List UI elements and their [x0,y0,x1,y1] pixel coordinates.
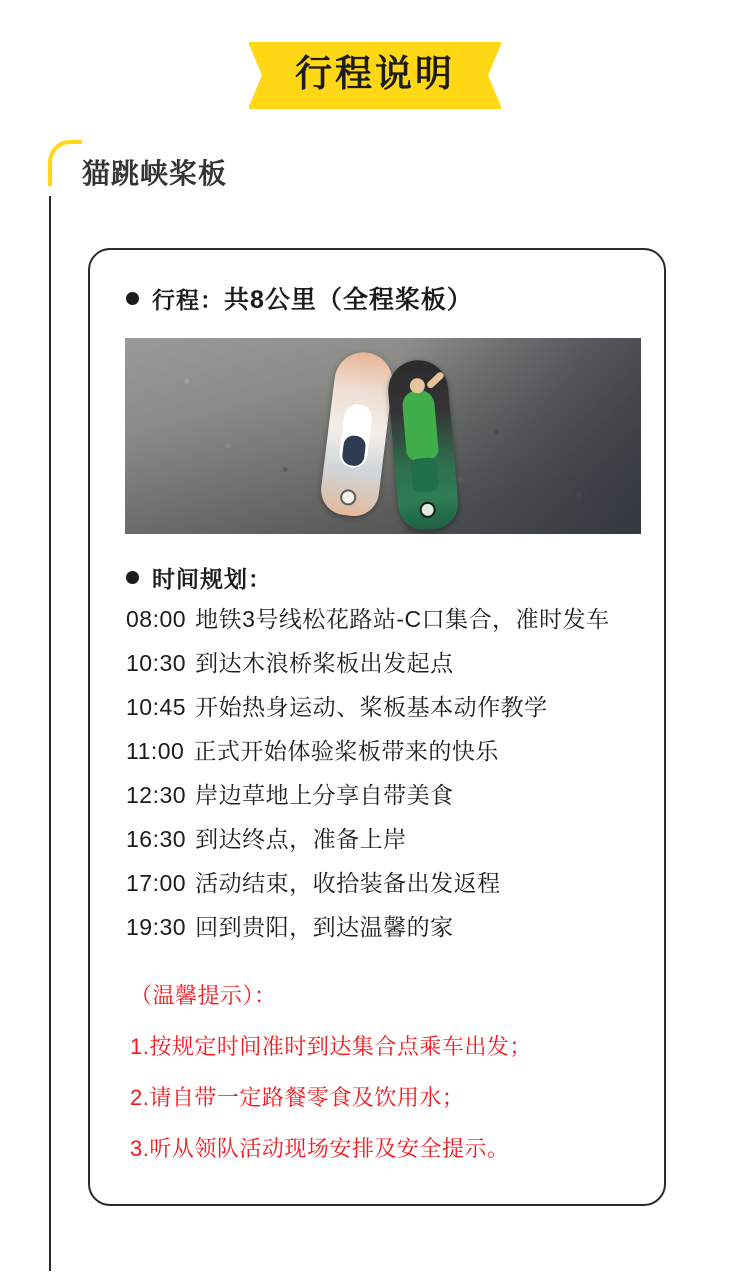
schedule-time: 16:30 [126,826,187,852]
schedule-text: 到达终点，准备上岸 [195,826,407,852]
schedule-text: 岸边草地上分享自带美食 [195,782,454,808]
board-left-graphic [338,402,374,469]
paddleboard-photo [125,338,641,534]
schedule-time: 12:30 [126,782,187,808]
list-item [126,784,636,807]
schedule-time: 17:00 [126,870,187,896]
list-item [126,828,636,851]
schedule-time: 10:45 [126,694,187,720]
vertical-divider [49,196,51,1271]
notice-block [130,979,636,1163]
board-left-logo-icon [339,488,357,506]
list-item [126,608,636,631]
list-item [126,652,636,675]
section-heading [48,140,348,202]
schedule-text: 到达木浪桥桨板出发起点 [195,650,454,676]
notice-item: 3.听从领队活动现场安排及安全提示。 [130,1136,510,1161]
schedule-text: 回到贵阳，到达温馨的家 [195,914,454,940]
page-title: 行程说明 [249,42,501,109]
schedule-text: 地铁3号线松花路站-C口集合，准时发车 [195,606,610,632]
list-item [126,872,636,895]
person-figure [401,389,439,462]
list-item [126,696,636,719]
person-arm [426,371,445,390]
list-item [126,740,636,763]
notice-title: （温馨提示）： [130,983,277,1008]
bullet-dot-icon [126,571,139,584]
schedule-time: 10:30 [126,650,187,676]
schedule-text: 活动结束，收拾装备出发返程 [195,870,501,896]
notice-item: 2.请自带一定路餐零食及饮用水； [130,1085,465,1110]
schedule-time: 19:30 [126,914,187,940]
route-row [126,280,636,316]
person-legs [410,457,439,493]
schedule-heading [126,561,636,594]
schedule-text: 正式开始体验桨板带来的快乐 [193,738,499,764]
board-right-logo-icon [419,501,436,518]
schedule-text: 开始热身运动、桨板基本动作教学 [195,694,548,720]
route-value: 共8公里（全程桨板） [224,286,473,314]
itinerary-card [88,248,666,1206]
corner-bracket-icon [48,140,82,186]
schedule-time: 08:00 [126,606,187,632]
schedule-time: 11:00 [126,738,185,764]
header-banner-wrap [0,42,750,109]
schedule-list [126,608,636,939]
notice-item: 1.按规定时间准时到达集合点乘车出发； [130,1034,532,1059]
route-label: 行程： [152,287,224,313]
bullet-dot-icon [126,292,139,305]
schedule-label: 时间规划： [152,566,272,592]
list-item [126,916,636,939]
section-title: 猫跳峡桨板 [82,158,228,189]
